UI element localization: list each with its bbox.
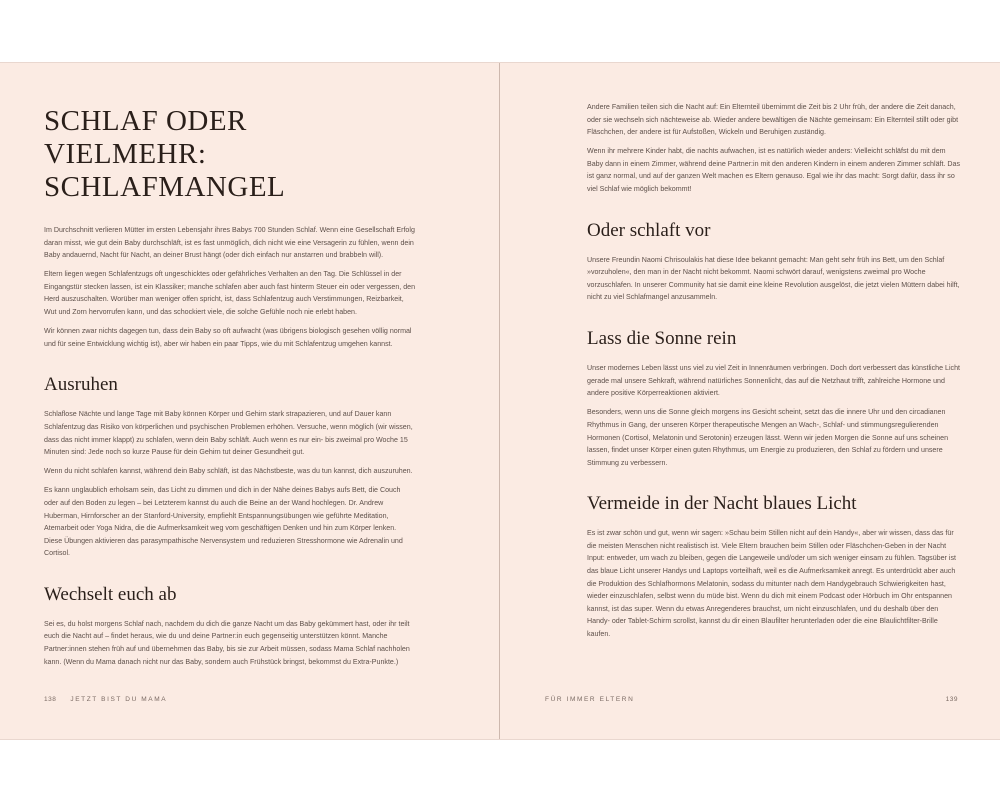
section-heading-blaues-licht: Vermeide in der Nacht blaues Licht (587, 493, 857, 515)
body-paragraph: Unser modernes Leben lässt uns viel zu viel Zeit in Innenräumen verbringen. Doch dort verbessert das künstliche Licht gerade mal unsere Sehkraft, während natürliches Sonnenlicht, das auf die Netzhaut trifft, zahlreiche Hormone und andere positive Körperreaktionen aktiviert. (587, 364, 961, 398)
chapter-title (44, 105, 416, 204)
body-paragraph: Schlaflose Nächte und lange Tage mit Baby können Körper und Gehirn stark strapazieren, und auf Dauer kann Schlafentzug das Risiko von körperlichen und psychischen Problemen erhöhen. Versuche, wenn möglich (wir wissen, dass das nicht immer klappt) zu schlafen, wenn dein Baby schläft. Auch wenn es nur ein- bis zweimal pro Woche 15 Minuten sind: Jede noch so kurze Pause für dein Gehirn tut deiner Gesundheit gut. (44, 410, 413, 457)
running-footer-right: FÜR IMMER ELTERN (545, 696, 635, 703)
intro-paragraph: Wir können zwar nichts dagegen tun, dass dein Baby so oft aufwacht (was übrigens biologisch gesehen völlig normal und für seine Entwicklung wichtig ist), aber wir haben ein paar Tipps, wie du mit Schlafentzug umgehen kannst. (44, 327, 412, 348)
chapter-title-line-2: SCHLAFMANGEL (44, 171, 286, 203)
left-folio (44, 696, 167, 703)
right-text-column (587, 101, 963, 647)
body-paragraph: Es ist zwar schön und gut, wenn wir sagen: »Schau beim Stillen nicht auf dein Handy«, aber wir wissen, dass das für die meisten Menschen nicht realistisch ist. Viele Eltern brauchen beim Stillen oder Fläschchen-Geben in der Nacht Input: entweder, um wach zu bleiben, gegen die Langeweile und/oder um sich weniger einsam zu fühlen. Tagsüber ist das blaue Licht unserer Handys und Laptops vorteilhaft, weil es die Aufmerksamkeit anregt. Es unterdrückt aber auch die Produktion des Schlafhormons Melatonin, sodass du mitunter nach dem Handygebrauch Schwierigkeiten hast, wieder einzuschlafen, selbst wenn du müde bist. Wenn du dich mit einem Podcast oder Hörbuch im Ohr entspannen kannst, ist das super. Wenn du etwas Anregenderes brauchst, um nicht einzuschlafen, und du deshalb über den Handy- oder Tablet-Schirm scrollst, kannst du dir einen Blaufilter herunterladen oder die eine Blaulichtfilter-Brille kaufen. (587, 529, 956, 639)
section-heading-wechselt: Wechselt euch ab (44, 583, 177, 605)
section-heading-sonne: Lass die Sonne rein (587, 328, 737, 350)
right-page (501, 63, 1000, 739)
intro-paragraph: Andere Familien teilen sich die Nacht auf: Ein Elternteil übernimmt die Zeit bis 2 Uhr früh, der andere die Zeit danach, oder sie wechseln sich nächteweise ab. Wieder andere bewältigen die Nächte gemeinsam: Ein Elternteil stillt oder gibt Fläschchen, der andere ist für Aufstoßen, Wickeln und Beruhigen zuständig. (587, 103, 959, 137)
left-text-column (44, 105, 416, 675)
intro-paragraph: Im Durchschnitt verlieren Mütter im ersten Lebensjahr ihres Babys 700 Stunden Schlaf. Wenn eine Gesellschaft Erfolg daran misst, wie gut dein Baby durchschläft, ist es fast unmöglich, dich nicht wie eine Versagerin zu fühlen, wenn dein Baby andauernd, Nacht für Nacht, an deiner Brust hängt (oder dich einfach nur anstarren und brabbeln will). (44, 226, 415, 260)
body-paragraph: Unsere Freundin Naomi Chrisoulakis hat diese Idee bekannt gemacht: Man geht sehr früh ins Bett, um den Schlaf »vorzuholen«, den man in der Nacht nicht bekommt. Naomi schwört darauf, wenigstens zweimal pro Woche vorzuschlafen. In unserer Community hat sie damit eine kleine Revolution ausgelöst, die jetzt vielen Müttern dabei hilft, nicht zu viel Schlafmangel anzusammeln. (587, 255, 960, 302)
page-number-left: 138 (44, 696, 57, 703)
body-paragraph: Wenn du nicht schlafen kannst, während dein Baby schläft, ist das Nächstbeste, was du tun kannst, dich auszuruhen. (44, 467, 413, 476)
intro-paragraph: Eltern liegen wegen Schlafentzugs oft ungeschicktes oder gefährliches Verhalten an den Tag. Die Schlüssel in der Eingangstür stecken lassen, ist ein Klassiker; manche schlafen aber auch fast hinterm Steuer ein oder vergessen, den Herd auszuschalten. Worüber man weniger offen spricht, ist, dass Schlafentzug auch Verstimmungen, Reizbarkeit, Wut und Zorn hervorrufen kann, und das schockiert viele, die solche Gefühle noch nie erlebt haben. (44, 270, 416, 317)
book-spread (0, 62, 1000, 740)
page-number-right: 139 (945, 696, 958, 703)
intro-paragraph: Wenn ihr mehrere Kinder habt, die nachts aufwachen, ist es natürlich wieder anders: Vielleicht schläfst du mit dem Baby dann in einem Zimmer, während deine Partner:in mit den anderen Kindern in einem anderen Zimmer schläft. Das ist ganz normal, und auf der ganzen Welt machen es Eltern genauso. Egal wie ihr das macht: Sorgt dafür, dass ihr so viel Schlaf wie möglich bekommt! (587, 147, 961, 194)
chapter-title-line-1: SCHLAF ODER VIELMEHR: (44, 105, 247, 170)
section-heading-ausruhen: Ausruhen (44, 374, 118, 396)
left-page (0, 63, 499, 739)
section-heading-vorschlafen: Oder schlaft vor (587, 219, 711, 241)
body-paragraph: Sei es, du holst morgens Schlaf nach, nachdem du dich die ganze Nacht um das Baby gekümmert hast, oder ihr teilt euch die Nacht auf – findet heraus, wie du und deine Partner:in euch gegenseitig unterstützen könnt. Manche Partner:innen stehen früh auf und übernehmen das Baby, bis sie zur Arbeit müssen, sodass Mama Schlaf nachholen kann. (Wenn du Mama danach nicht nur das Baby, sondern auch Frühstück bringst, bekommst du Extra-Punkte.) (44, 619, 410, 666)
running-footer-left: JETZT BIST DU MAMA (70, 696, 168, 703)
body-paragraph: Besonders, wenn uns die Sonne gleich morgens ins Gesicht scheint, setzt das die innere Uhr und den circadianen Rhythmus in Gang, der unseren Körper therapeutische Mengen an Wach-, Schlaf- und stimmungsregulierenden Hormonen (Cortisol, Melatonin und Serotonin) erzeugen lässt. Wenn wir jeden Morgen die Sonne auf uns scheinen lassen, findet unser Körper einen guten Rhythmus, um Energie zu produzieren, den Schlaf zu fördern und unsere Stimmung zu verbessern. (587, 408, 949, 467)
body-paragraph: Es kann unglaublich erholsam sein, das Licht zu dimmen und dich in der Nähe deines Babys aufs Bett, die Couch oder auf den Boden zu legen – bei Letzterem kannst du auch die Beine an der Wand hochlegen. Dr. Andrew Huberman, Hirnforscher an der Stanford-University, empfiehlt Entspannungsübungen wie geführte Meditation, Atemarbeit oder Yoga Nidra, die die Aufmerksamkeit weg vom geschäftigen Denken und hin zum Körper lenken. Diese Übungen aktivieren das parasympathische Nervensystem und reduzieren Stresshormone wie Adrenalin und Cortisol. (44, 486, 403, 558)
book-gutter (499, 63, 500, 739)
